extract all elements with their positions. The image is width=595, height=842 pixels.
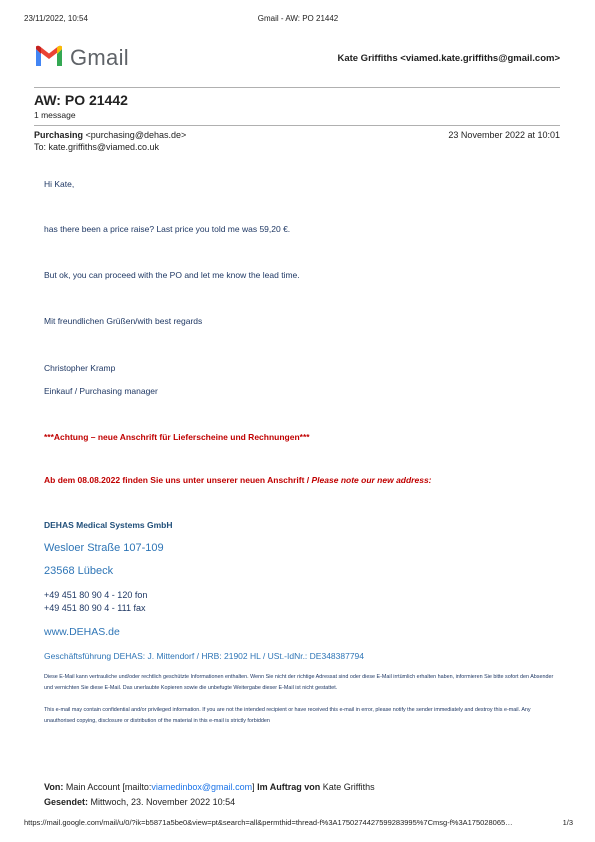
legal-notice-en: This e-mail may contain confidential and/or privileged information. If you are not the intended recipient or have received this e-mail in error, please notify the sender immediately and destroy this e-mail. Any unauthorised copying, disclosure or distribution of the material in this e-mail is strictly forbidden xyxy=(44,707,531,724)
greeting: Hi Kate, xyxy=(44,179,75,189)
company-street: Wesloer Straße 107-109 xyxy=(44,542,164,554)
divider xyxy=(34,125,560,126)
quoted-from-link[interactable]: viamedinbox@gmail.com xyxy=(151,782,253,792)
management-info: Geschäftsführung DEHAS: J. Mittendorf / HRB: 21902 HL / USt.-IdNr.: DE348387794 xyxy=(44,651,365,661)
body-line-1: has there been a price raise? Last price you told me was 59,20 €. xyxy=(44,224,291,234)
address-notice-de: Ab dem 08.08.2022 finden Sie uns unter unserer neuen Anschrift / xyxy=(44,475,312,485)
company-name: DEHAS Medical Systems GmbH xyxy=(44,520,173,530)
quoted-from xyxy=(44,782,375,792)
print-url: https://mail.google.com/mail/u/0/?ik=b5871a5be0&view=pt&search=all&permthid=thread-f%3A1750274427599283995%7Cmsg-f%3A175028065… xyxy=(24,818,513,827)
page-number: 1/3 xyxy=(562,818,573,827)
address-notice-heading: ***Achtung – neue Anschrift für Lieferscheine und Rechnungen*** xyxy=(44,432,310,442)
address-notice-en: Please note our new address: xyxy=(311,475,432,485)
legal-notice-de: Diese E-Mail kann vertrauliche und/oder rechtlich geschützte Informationen enthalten. Wenn Sie nicht der richtige Adressat sind oder diese E-Mail irrtümlich erhalten haben, informieren Sie bitte sofort den Absender und vernichten Sie diese E-Mail. Das unerlaubte Kopieren sowie die unbefugte Weitergabe dieser E-Mail ist nicht gestattet. xyxy=(44,674,554,691)
quoted-sent-value: Mittwoch, 23. November 2022 10:54 xyxy=(90,797,236,807)
gmail-logo xyxy=(34,44,134,72)
sender-name: Purchasing xyxy=(34,130,84,140)
quoted-sent xyxy=(44,797,235,807)
quoted-from-label: Von: xyxy=(44,782,64,792)
account-label: Kate Griffiths <viamed.kate.griffiths@gmail.com> xyxy=(337,53,560,64)
divider xyxy=(34,87,560,88)
quoted-behalf-label: Im Auftrag von xyxy=(257,782,321,792)
message-count: 1 message xyxy=(34,110,76,120)
company-phone: +49 451 80 90 4 - 120 fon xyxy=(44,590,148,600)
address-notice xyxy=(44,475,432,485)
quoted-from-close: ] xyxy=(252,782,255,792)
thread-subject: AW: PO 21442 xyxy=(34,92,128,108)
quoted-behalf-value: Kate Griffiths xyxy=(322,782,375,792)
company-website[interactable]: www.DEHAS.de xyxy=(44,626,120,638)
brand-name: Gmail xyxy=(70,45,129,70)
recipient: To: kate.griffiths@viamed.co.uk xyxy=(34,142,160,152)
signature-title: Einkauf / Purchasing manager xyxy=(44,386,158,396)
quoted-sent-label: Gesendet: xyxy=(44,797,89,807)
company-city: 23568 Lübeck xyxy=(44,565,114,577)
gmail-logo-icon xyxy=(34,45,64,67)
body-line-2: But ok, you can proceed with the PO and let me know the lead time. xyxy=(44,270,300,280)
signature-name: Christopher Kramp xyxy=(44,363,116,373)
sender xyxy=(34,130,186,140)
print-title: Gmail - AW: PO 21442 xyxy=(257,14,339,23)
company-fax: +49 451 80 90 4 - 111 fax xyxy=(44,603,146,613)
message-date: 23 November 2022 at 10:01 xyxy=(448,130,560,140)
quoted-from-value: Main Account [mailto: xyxy=(65,782,152,792)
sender-email: <purchasing@dehas.de> xyxy=(85,130,187,140)
print-datetime: 23/11/2022, 10:54 xyxy=(24,14,88,23)
regards: Mit freundlichen Grüßen/with best regards xyxy=(44,316,203,326)
